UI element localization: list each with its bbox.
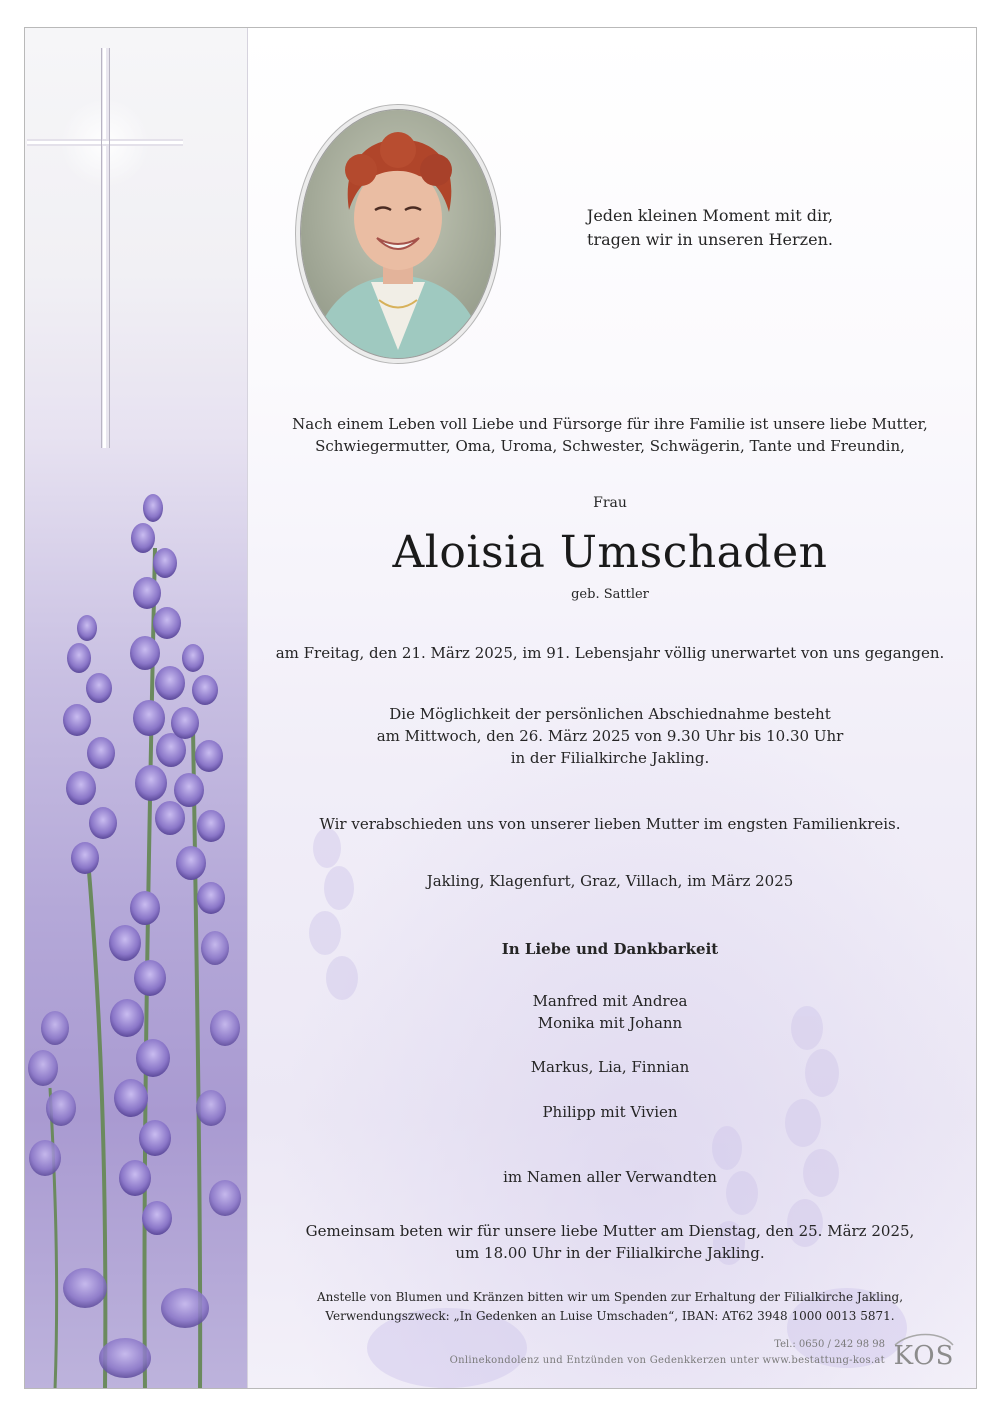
intro-paragraph [285,413,935,457]
places-date: Jakling, Klagenfurt, Graz, Villach, im März 2025 [426,872,794,890]
farewell-line-3: in der Filialkirche Jakling. [510,749,710,767]
relative-line: im Namen aller Verwandten [503,1168,717,1186]
prayer-info [295,1220,925,1264]
kos-logo [891,1333,957,1373]
death-notice: am Freitag, den 21. März 2025, im 91. Lebensjahr völlig unerwartet von uns gegangen. [275,644,945,662]
deceased-name: Aloisia Umschaden [392,527,828,578]
phone-number: Tel.: 0650 / 242 98 98 [774,1339,885,1350]
logo-text: KOS [893,1341,955,1371]
salutation: Frau [593,495,627,511]
portrait-photo [300,109,496,359]
prayer-line-2: um 18.00 Uhr in der Filialkirche Jakling. [455,1244,765,1262]
relative-line: Manfred mit Andrea [532,992,688,1010]
lavender-side-panel [25,28,248,1388]
obituary-card [24,27,977,1389]
closing-heading: In Liebe und Dankbarkeit [501,940,719,958]
relative-line: Monika mit Johann [537,1014,683,1032]
quote-line-2: tragen wir in unseren Herzen. [587,230,833,249]
farewell-line-1: Die Möglichkeit der persönlichen Abschiednahme besteht [389,705,831,723]
farewell-line-2: am Mittwoch, den 26. März 2025 von 9.30 Uhr bis 10.30 Uhr [376,727,844,745]
donation-line-2: Verwendungszweck: „In Gedenken an Luise Umschaden“, IBAN: AT62 3948 1000 0013 5871. [325,1309,895,1323]
birth-name: geb. Sattler [571,587,649,602]
memorial-quote [545,204,875,252]
relative-line: Markus, Lia, Finnian [530,1058,690,1076]
family-circle-note: Wir verabschieden uns von unserer lieben Mutter im engsten Familienkreis. [319,815,901,833]
online-condolence-link[interactable]: Onlinekondolenz und Entzünden von Gedenkkerzen unter www.bestattung-kos.at [449,1355,885,1366]
donation-note [295,1288,925,1326]
donation-line-1: Anstelle von Blumen und Kränzen bitten wir um Spenden zur Erhaltung der Filialkirche Jakling, [316,1290,904,1304]
prayer-line-1: Gemeinsam beten wir für unsere liebe Mutter am Dienstag, den 25. März 2025, [305,1222,915,1240]
cross-icon [25,28,185,448]
quote-line-1: Jeden kleinen Moment mit dir, [586,206,834,225]
intro-line-1: Nach einem Leben voll Liebe und Fürsorge für ihre Familie ist unsere liebe Mutter, [292,415,928,433]
farewell-info [355,703,865,769]
relative-line: Philipp mit Vivien [542,1103,678,1121]
intro-line-2: Schwiegermutter, Oma, Uroma, Schwester, Schwägerin, Tante und Freundin, [315,437,905,455]
